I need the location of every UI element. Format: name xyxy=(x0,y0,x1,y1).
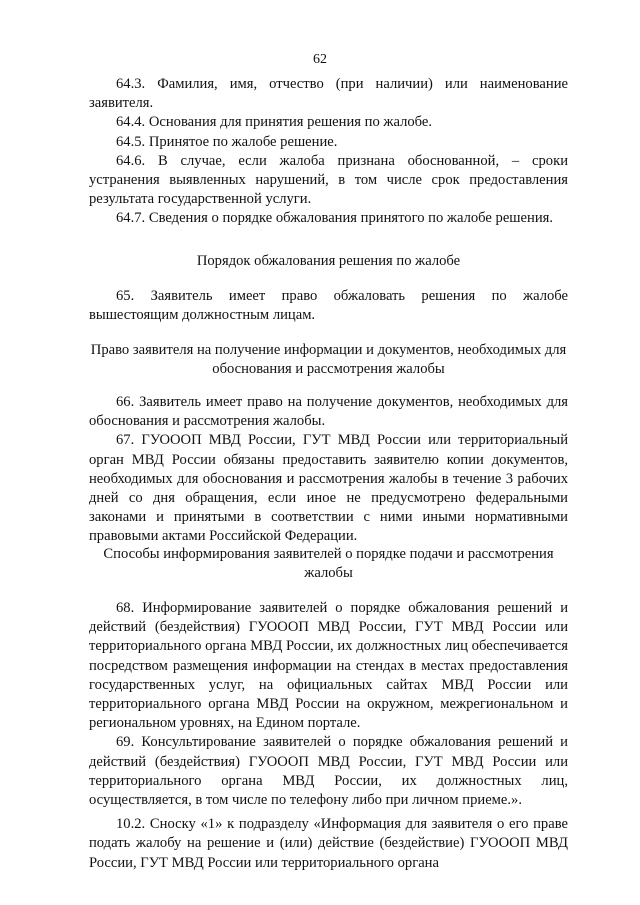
paragraph-64-5: 64.5. Принятое по жалобе решение. xyxy=(116,133,338,150)
paragraph-65: 65. Заявитель имеет право обжаловать решения по жалобе вышестоящим должностным лицам. xyxy=(89,288,568,324)
section-68-69 xyxy=(89,599,568,873)
paragraph-67: 67. ГУОООП МВД России, ГУТ МВД России или территориальный орган МВД России обязаны предоставить заявителю копии документов, необходимых для обоснования и рассмотрения жалобы в течение 3 рабочих дней со дня обращения, если иное не предусмотрено федеральными законами и принятыми в соответствии с ними иными нормативными правовыми актами Российской Федерации. xyxy=(89,432,568,545)
page-number: 62 xyxy=(313,52,327,67)
paragraph-69: 69. Консультирование заявителей о порядке обжалования решений и действий (бездействия) ГУОООП МВД России, ГУТ МВД России или территориального органа МВД России, их должностных лиц, осуществляется, в том числе по телефону либо при личном приеме.». xyxy=(89,734,568,809)
paragraph-64-4: 64.4. Основания для принятия решения по жалобе. xyxy=(116,114,433,131)
paragraph-64-3: 64.3. Фамилия, имя, отчество (при наличии) или наименование заявителя. xyxy=(89,76,568,112)
section-64-items xyxy=(89,75,568,229)
section-66-67 xyxy=(89,393,568,547)
heading-informing: Способы информирования заявителей о порядке подачи и рассмотрения жалобы xyxy=(103,546,554,582)
paragraph-64-6: 64.6. В случае, если жалоба признана обоснованной, – сроки устранения выявленных нарушений, в том числе срок предоставления результата государственной услуги. xyxy=(89,152,568,208)
paragraph-68: 68. Информирование заявителей о порядке обжалования решений и действий (бездействия) ГУОООП МВД России, ГУТ МВД России или территориального органа МВД России, их должностных лиц обеспечивается посредством размещения информации на стендах в местах предоставления государственных услуг, на официальных сайтах МВД России или территориального органа МВД России на окружном, межрегиональном и региональном уровнях, на Едином портале. xyxy=(89,600,568,732)
paragraph-64-7: 64.7. Сведения о порядке обжалования принятого по жалобе решения. xyxy=(116,210,554,227)
section-heading-appeal-order xyxy=(89,252,568,271)
section-heading-right-to-info xyxy=(89,341,568,379)
heading-right-to-info: Право заявителя на получение информации и документов, необходимых для обоснования и рассмотрения жалобы xyxy=(90,342,567,378)
section-heading-informing xyxy=(89,545,568,583)
heading-appeal-order: Порядок обжалования решения по жалобе xyxy=(196,253,461,269)
section-65 xyxy=(89,287,568,325)
paragraph-10-2: 10.2. Сноску «1» к подразделу «Информация для заявителя о его праве подать жалобу на решение и (или) действие (бездействие) ГУОООП МВД России, ГУТ МВД России или территориального органа xyxy=(89,816,568,871)
paragraph-66: 66. Заявитель имеет право на получение документов, необходимых для обоснования и рассмотрения жалобы. xyxy=(89,394,568,430)
